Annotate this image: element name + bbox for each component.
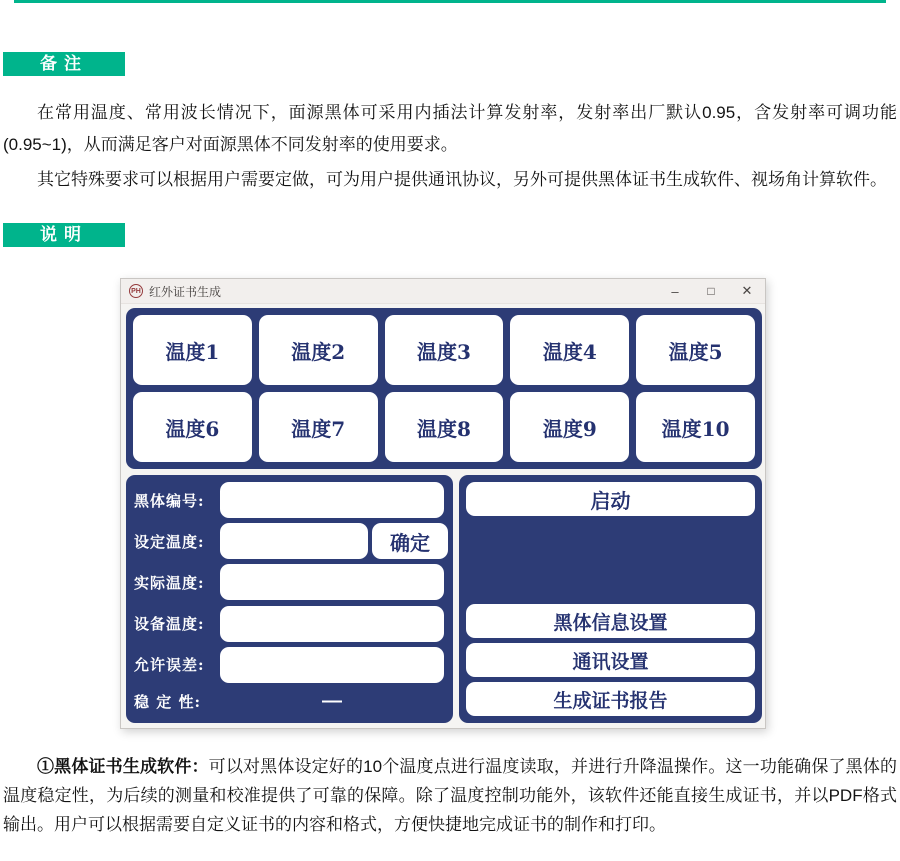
stability-value: — bbox=[322, 690, 342, 713]
action-button-panel bbox=[459, 475, 762, 723]
blackbody-id-input[interactable] bbox=[220, 482, 444, 518]
set-temperature-row bbox=[134, 523, 444, 559]
notes-section-badge: 备注 bbox=[3, 52, 125, 76]
stability-label: 稳 定 性: bbox=[134, 693, 201, 712]
software-description-lead: ①黑体证书生成软件： bbox=[37, 757, 209, 776]
measurement-form-panel bbox=[126, 475, 453, 723]
app-logo-icon: PH bbox=[129, 284, 143, 298]
temp-button-1[interactable]: 温度1 bbox=[133, 315, 252, 385]
tolerance-input[interactable] bbox=[220, 647, 444, 683]
set-temperature-label: 设定温度: bbox=[134, 532, 205, 551]
temp-button-2[interactable]: 温度2 bbox=[259, 315, 378, 385]
window-title: 红外证书生成 bbox=[149, 284, 222, 299]
app-window bbox=[120, 278, 766, 729]
software-description-body: 可以对黑体设定好的10个温度点进行温度读取，并进行升降温操作。这一功能确保了黑体的温度稳定性，为后续的测量和校准提供了可靠的保障。除了温度控制功能外，该软件还能直接生成证书，并以PDF格式输出。用户可以根据需要自定义证书的内容和格式，方便快捷地完成证书的制作和打印。 bbox=[3, 757, 897, 834]
stability-row bbox=[134, 688, 444, 716]
close-button[interactable]: ✕ bbox=[741, 283, 753, 298]
actual-temperature-label: 实际温度: bbox=[134, 573, 205, 592]
actual-temperature-input[interactable] bbox=[220, 564, 444, 600]
maximize-button[interactable]: □ bbox=[707, 284, 715, 298]
temp-button-9[interactable]: 温度9 bbox=[510, 392, 629, 462]
temp-button-7[interactable]: 温度7 bbox=[259, 392, 378, 462]
device-temperature-row bbox=[134, 606, 444, 642]
temp-button-5[interactable]: 温度5 bbox=[636, 315, 755, 385]
communication-settings-button[interactable]: 通讯设置 bbox=[466, 643, 755, 677]
generate-certificate-report-button[interactable]: 生成证书报告 bbox=[466, 682, 755, 716]
blackbody-info-settings-button[interactable]: 黑体信息设置 bbox=[466, 604, 755, 638]
tolerance-label: 允许误差: bbox=[134, 656, 205, 675]
confirm-button[interactable]: 确定 bbox=[372, 523, 448, 559]
temp-button-8[interactable]: 温度8 bbox=[385, 392, 504, 462]
start-button[interactable]: 启动 bbox=[466, 482, 755, 516]
tolerance-row bbox=[134, 647, 444, 683]
set-temperature-input[interactable] bbox=[220, 523, 368, 559]
device-temperature-input[interactable] bbox=[220, 606, 444, 642]
software-description-note bbox=[3, 752, 897, 839]
device-temperature-label: 设备温度: bbox=[134, 615, 205, 634]
blackbody-id-label: 黑体编号: bbox=[134, 491, 205, 510]
description-section-badge: 说明 bbox=[3, 223, 125, 247]
top-divider bbox=[14, 0, 886, 3]
temp-button-10[interactable]: 温度10 bbox=[636, 392, 755, 462]
minimize-button[interactable]: – bbox=[671, 283, 679, 299]
temp-button-3[interactable]: 温度3 bbox=[385, 315, 504, 385]
notes-paragraph-1: 在常用温度、常用波长情况下，面源黑体可采用内插法计算发射率，发射率出厂默认0.95，含发射率可调功能(0.95~1)，从而满足客户对面源黑体不同发射率的使用要求。 bbox=[3, 103, 897, 154]
temp-button-4[interactable]: 温度4 bbox=[510, 315, 629, 385]
action-panel-spacer bbox=[466, 516, 755, 604]
notes-paragraph-2: 其它特殊要求可以根据用户需要定做，可为用户提供通讯协议，另外可提供黑体证书生成软件、视场角计算软件。 bbox=[37, 170, 887, 189]
software-description-paragraph bbox=[3, 752, 897, 839]
actual-temperature-row bbox=[134, 564, 444, 600]
temp-button-6[interactable]: 温度6 bbox=[133, 392, 252, 462]
temperature-button-panel bbox=[126, 308, 762, 469]
window-titlebar bbox=[121, 279, 765, 304]
notes-paragraphs bbox=[3, 97, 897, 196]
blackbody-id-row bbox=[134, 482, 444, 518]
